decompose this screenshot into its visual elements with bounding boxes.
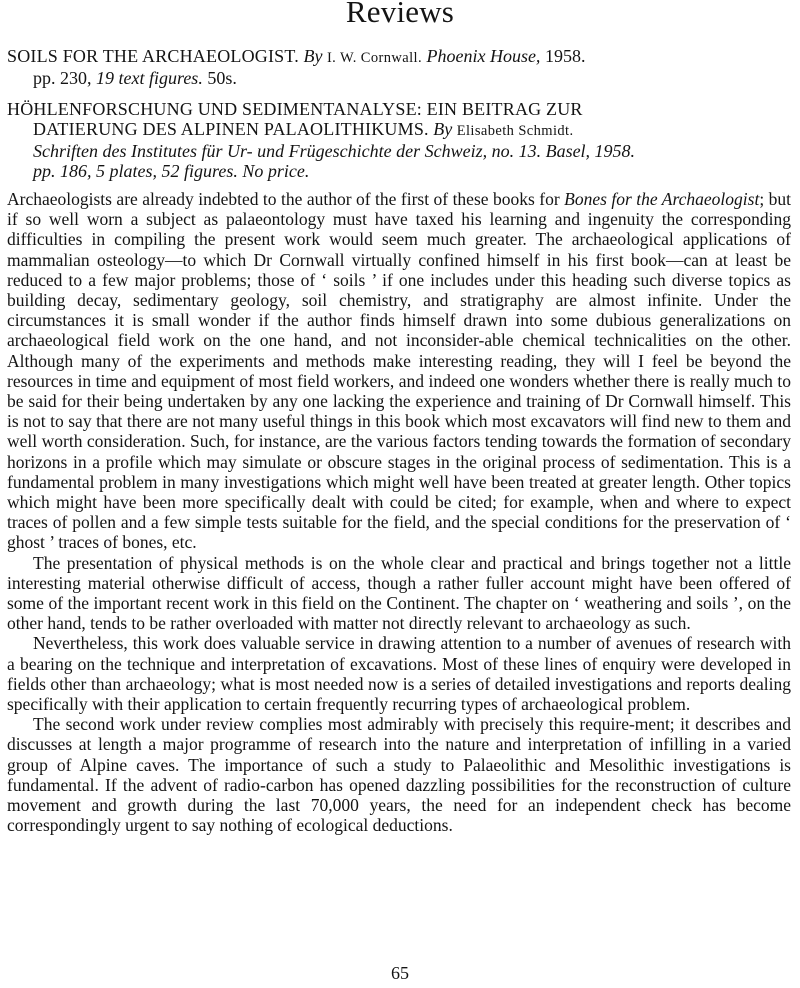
book-price: 50s. [207,68,237,88]
book-price: No price. [242,161,310,181]
book-pages: pp. 186, [33,161,92,181]
book-publisher: Phoenix House, [426,46,541,66]
paragraph-text: ; but if so well worn a subject as palaeontology must have taxed his learning and ingenuity the corresponding difficulties in compiling the present work would seem much greater. The archaeological applications of mammalian osteology—to which Dr Cornwall virtually confined himself in his first book—can at least be reduced to a few major problems; those of ‘ soils ’ if one includes under this heading such diverse topics as building decay, sedimentary geology, soil chemistry, and stratigraphy are almost infinite. Under the circumstances it is small wonder if the author finds himself drawn into some dubious generalizations on archaeological field work on the one hand, and not inconsider-able chemical technicalities on the other. Although many of the experiments and methods make interesting reading, they will I feel be beyond the resources in time and equipment of most field workers, and indeed one wonders whether there is really much to be said for their being undertaken by any one lacking the experience and training of Dr Cornwall himself. This is not to say that there are not many useful things in this book which most excavators will find new to them and well worth consideration. Such, for instance, are the various factors tending towards the formation of secondary horizons in a profile which may simulate or obscure stages in the original process of sedimentation. This is a fundamental problem in many investigations which might well have been treated at greater length. Other topics which might have been more specifically dealt with could be cited; for example, when and where to expect traces of pollen and a few simple tests suitable for the field, and the special conditions for the preservation of ‘ ghost ’ traces of bones, etc. [7,189,791,553]
paragraph-2: The presentation of physical methods is on the whole clear and practical and brings together not a little interesting material otherwise difficult of access, though a rather fuller account might have been offered of some of the important recent work in this field on the Continent. The chapter on ‘ weathering and soils ’, on the other hand, tends to be rather overloaded with matter not directly relevant to archaeology as such. [7,552,791,634]
book-author: I. W. Cornwall. [326,50,422,66]
book-series: Schriften des Institutes für Ur- und Frügeschichte der Schweiz, no. 13. Basel, 1958. [33,141,636,161]
review-reference-1 [7,46,795,88]
book-title-line-2: DATIERUNG DES ALPINEN PALAOLITHIKUMS. [33,119,429,139]
cited-book-title: Bones for the Archaeologist [564,189,760,209]
book-author: Elisabeth Schmidt. [456,123,574,139]
paragraph-3: Nevertheless, this work does valuable service in drawing attention to a number of avenues of research with a bearing on the technique and interpretation of excavations. Most of these lines of enquiry were developed in fields other than archaeology; what is most needed now is a series of detailed investigations and reports dealing specifically with their application to certain frequently recurring types of archaeological problem. [7,633,791,715]
by-word: By [303,46,323,66]
paragraph-4: The second work under review complies most admirably with precisely this require-ment; it describes and discusses at length a major programme of research into the nature and interpretation of infilling in a varied group of Alpine caves. The importance of such a study to Palaeolithic and Mesolithic investigations is fundamental. If the advent of radio-carbon has opened dazzling possibilities for the reconstruction of culture movement and growth during the last 70,000 years, the need for an independent check has become correspondingly urgent to say nothing of ecological deductions. [7,714,791,836]
book-figures: 19 text figures. [96,68,203,88]
reference-line [7,46,795,68]
page-number: 65 [391,963,409,983]
book-figures: 52 figures. [161,161,238,181]
book-title-line-1: HÖHLENFORSCHUNG UND SEDIMENTANALYSE: EIN BEITRAG ZUR [7,99,583,119]
book-plates: 5 plates, [96,161,157,181]
review-reference-2 [7,99,795,181]
book-title: SOILS FOR THE ARCHAEOLOGIST. [7,46,299,66]
reference-line [7,68,795,88]
book-year: 1958. [544,46,586,66]
reference-line [7,161,795,181]
book-pages: pp. 230, [33,68,92,88]
paragraph-1 [7,189,791,553]
reference-line [7,119,795,141]
paragraph-text: Archaeologists are already indebted to the author of the first of these books for [7,189,560,209]
by-word: By [433,119,453,139]
page-title: Reviews [345,0,455,29]
review-body [7,189,791,836]
